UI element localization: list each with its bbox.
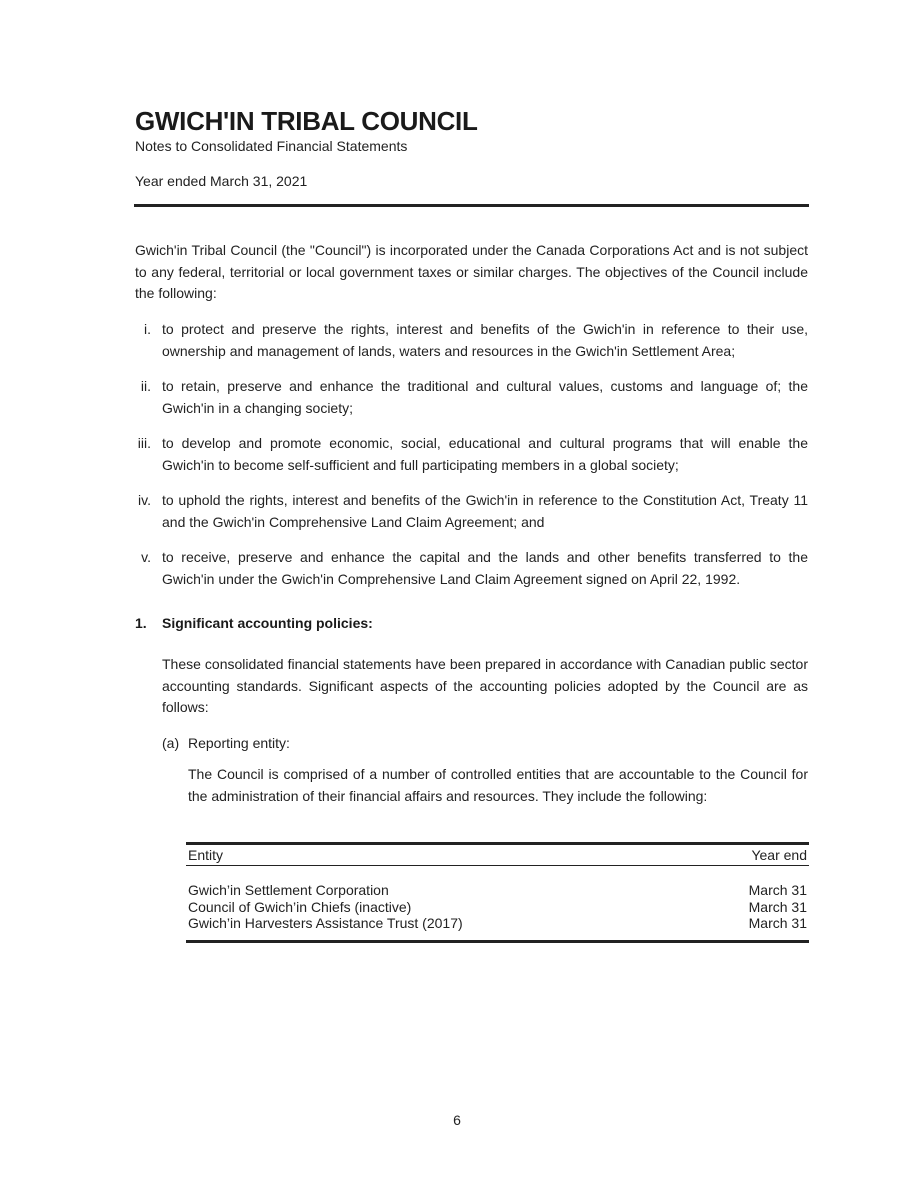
objective-item — [135, 319, 808, 362]
section-number: 1. — [135, 615, 147, 631]
table-row — [188, 899, 807, 916]
table-bottom-rule — [186, 940, 809, 943]
column-header-year-end: Year end — [751, 847, 807, 863]
objective-number: i. — [144, 321, 151, 337]
subsection-title: Reporting entity: — [188, 735, 290, 751]
page-subtitle: Notes to Consolidated Financial Statements — [135, 138, 408, 154]
table-row — [188, 915, 807, 932]
objective-number: v. — [141, 549, 151, 565]
entity-year-end: March 31 — [748, 915, 807, 931]
objective-text: to develop and promote economic, social, educational and cultural programs that will enable the Gwich'in to become self-sufficient and full participating members in a global society; — [162, 435, 808, 473]
subsection-heading — [162, 735, 290, 751]
objective-number: iii. — [137, 435, 151, 451]
objective-text: to uphold the rights, interest and benefits of the Gwich'in in reference to the Constitution Act, Treaty 11 and the Gwich'in Comprehensive Land Claim Agreement; and — [162, 492, 808, 530]
page-title: GWICH'IN TRIBAL COUNCIL — [135, 106, 478, 136]
table-row — [188, 882, 807, 899]
entity-name: Gwich’in Settlement Corporation — [188, 882, 389, 898]
header-divider — [134, 204, 809, 207]
objective-text: to protect and preserve the rights, interest and benefits of the Gwich'in in reference to their use, ownership and management of lands, waters and resources in the Gwich'in Settlement Area; — [162, 321, 808, 359]
table-header-row — [186, 845, 809, 865]
entity-year-end: March 31 — [748, 882, 807, 898]
objective-item — [135, 376, 808, 419]
objectives-list — [135, 319, 808, 604]
intro-paragraph: Gwich'in Tribal Council (the "Council") is incorporated under the Canada Corporations Act and is not subject to any federal, territorial or local government taxes or similar charges. The objectives of the Council include the following: — [135, 242, 808, 301]
objective-text: to receive, preserve and enhance the capital and the lands and other benefits transferred to the Gwich'in under the Gwich'in Comprehensive Land Claim Agreement signed on April 22, 1992. — [162, 549, 808, 587]
period-label: Year ended March 31, 2021 — [135, 173, 308, 189]
objective-text: to retain, preserve and enhance the traditional and cultural values, customs and language of; the Gwich'in in a changing society; — [162, 378, 808, 416]
page-number: 6 — [453, 1112, 461, 1128]
objective-item — [135, 433, 808, 476]
section-heading — [135, 615, 373, 631]
objective-number: ii. — [140, 378, 151, 394]
reporting-entity-paragraph: The Council is comprised of a number of controlled entities that are accountable to the Council for the administration of their financial affairs and resources. They include the following: — [188, 766, 808, 804]
objective-item — [135, 490, 808, 533]
objective-item — [135, 547, 808, 590]
column-header-entity: Entity — [188, 847, 224, 863]
policies-paragraph: These consolidated financial statements have been prepared in accordance with Canadian public sector accounting standards. Significant aspects of the accounting policies adopted by the Council are as follows: — [162, 656, 808, 715]
objective-number: iv. — [138, 492, 151, 508]
entity-year-end: March 31 — [748, 898, 807, 915]
entity-table — [186, 842, 809, 943]
table-body — [186, 866, 809, 940]
subsection-letter: (a) — [162, 735, 180, 751]
section-title: Significant accounting policies: — [162, 615, 373, 631]
entity-name: Council of Gwich’in Chiefs (inactive) — [188, 898, 412, 915]
entity-name: Gwich’in Harvesters Assistance Trust (2017) — [188, 915, 463, 931]
